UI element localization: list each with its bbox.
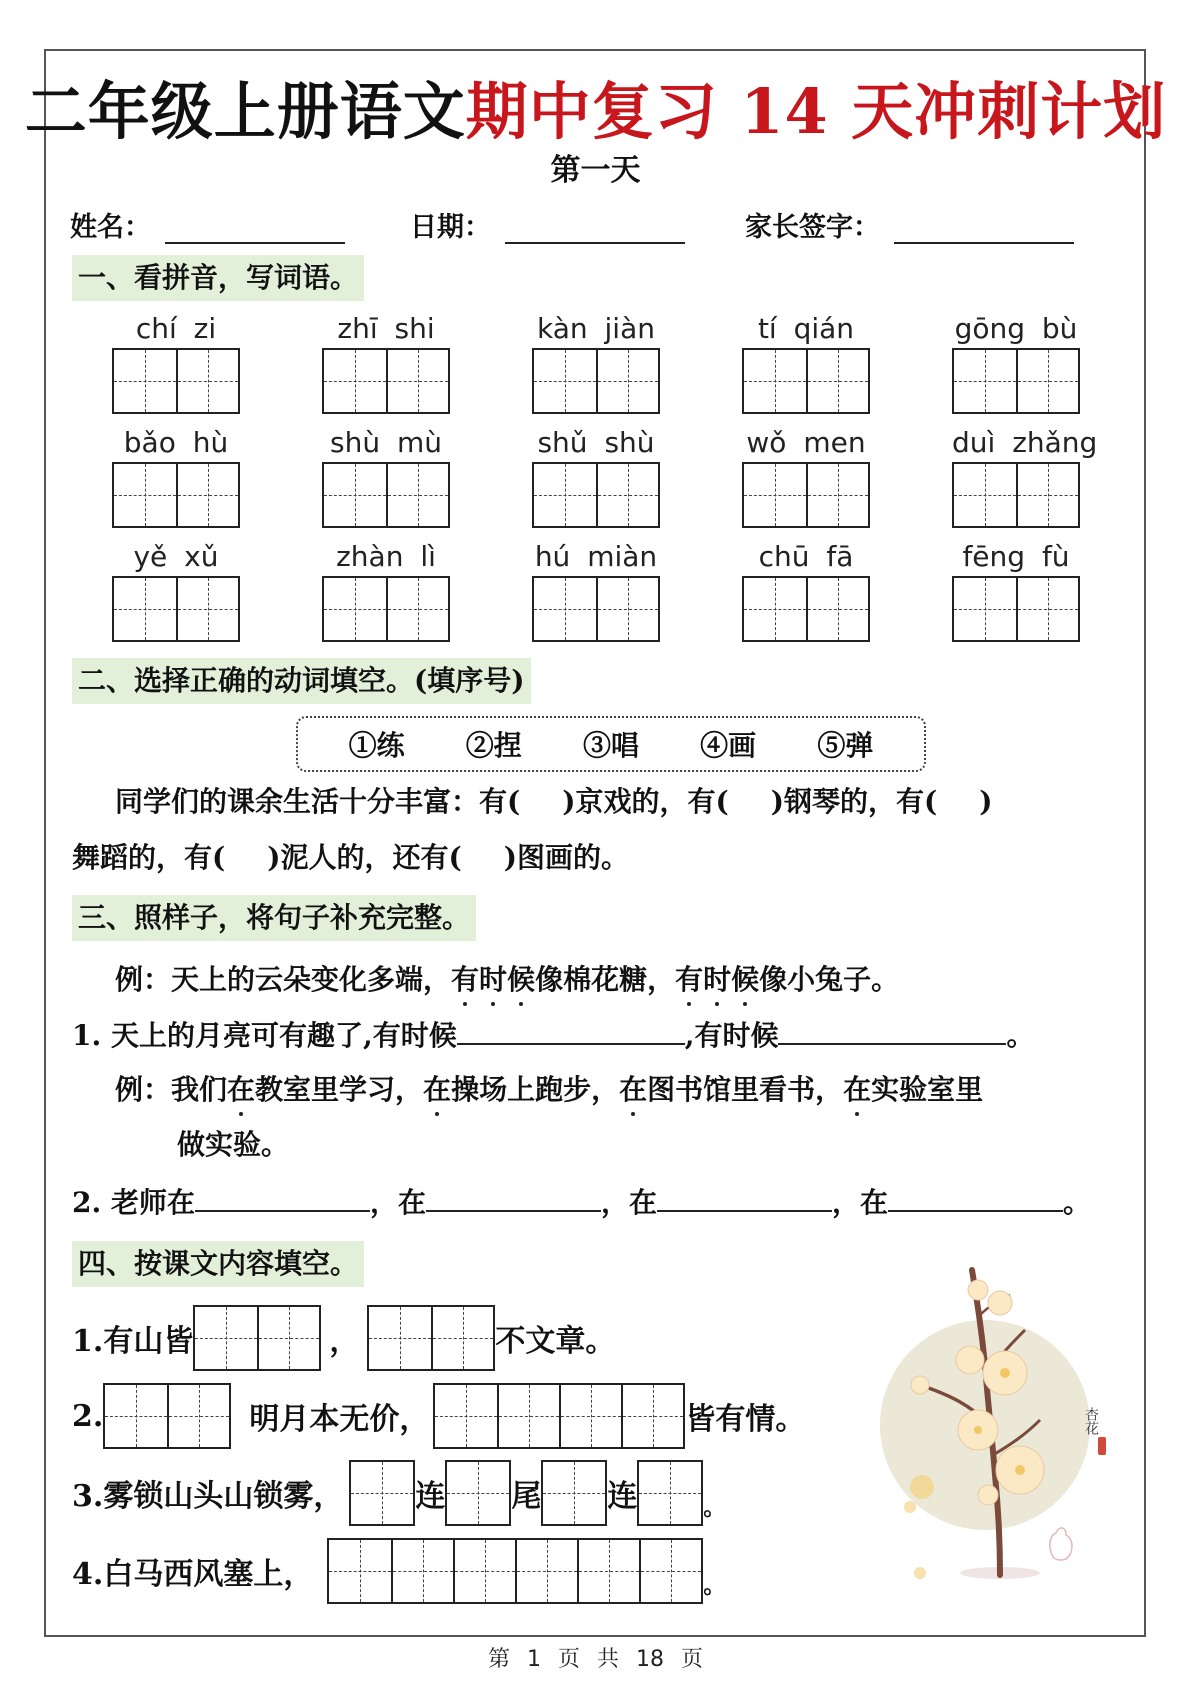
writing-grid[interactable] (742, 462, 870, 528)
pinyin-text: duì zhǎng (952, 426, 1098, 459)
name-label: 姓名： (70, 212, 151, 243)
writing-grid[interactable] (322, 462, 450, 528)
page-title (0, 62, 1191, 151)
option-2: ②捏 (465, 729, 522, 762)
illustration-caption-label: 杏花 (1083, 1407, 1099, 1435)
section-2-sentence-line-2: 舞蹈的，有( )泥人的，还有( )图画的。 (72, 841, 629, 874)
writing-grid[interactable] (193, 1305, 321, 1371)
option-4: ④画 (700, 729, 757, 762)
pinyin-item (952, 424, 1098, 533)
writing-grid[interactable] (637, 1460, 703, 1526)
option-5: ⑤弹 (817, 729, 874, 762)
pinyin-text: wǒ men (746, 426, 866, 459)
pinyin-text: yě xǔ (133, 540, 219, 573)
question-3-1: 1. 天上的月亮可有趣了,有时候 ,有时候 。 (72, 1015, 1035, 1056)
date-label: 日期： (410, 212, 491, 243)
pinyin-text: shǔ shù (537, 426, 655, 459)
emphasis-dotted-text: 在 (423, 1070, 451, 1110)
pinyin-text: chí zi (135, 312, 217, 345)
day-label: 第一天 (550, 153, 641, 188)
writing-grid[interactable] (952, 348, 1080, 414)
writing-grid[interactable] (532, 462, 660, 528)
answer-line[interactable] (657, 1182, 832, 1212)
name-line[interactable] (165, 214, 345, 244)
question-3-2: 2. 老师在 ，在 ，在 ，在 。 (72, 1182, 1091, 1223)
option-3: ③唱 (582, 729, 639, 762)
writing-grid[interactable] (952, 462, 1080, 528)
title-red-part: 期中复习 14 天冲刺计划 (465, 75, 1167, 148)
parent-signature-line[interactable] (894, 214, 1074, 244)
parent-signature-label: 家长签字： (745, 212, 880, 243)
writing-grid[interactable] (742, 348, 870, 414)
pinyin-text: zhī shi (337, 312, 435, 345)
section-2-heading: 二、选择正确的动词填空。(填序号) (72, 658, 531, 704)
section-3-heading: 三、照样子，将句子补充完整。 (72, 895, 476, 941)
emphasis-dotted-text: 有时候 (675, 963, 759, 996)
section-1-heading: 一、看拼音，写词语。 (72, 255, 364, 301)
pinyin-text: fēng fù (962, 540, 1070, 573)
answer-line[interactable] (888, 1182, 1063, 1212)
writing-grid[interactable] (349, 1460, 415, 1526)
pinyin-text: shù mù (329, 426, 442, 459)
pinyin-item (742, 424, 870, 533)
pinyin-text: gōng bù (954, 312, 1078, 345)
pinyin-item (112, 424, 240, 533)
pinyin-item (952, 310, 1080, 419)
pinyin-text: hú miàn (534, 540, 658, 573)
question-4-1: 1.有山皆 ， 不文章。 (72, 1305, 615, 1371)
name-field[interactable] (70, 205, 345, 244)
pinyin-item (532, 310, 660, 419)
pinyin-item (322, 424, 450, 533)
pinyin-text: tí qián (757, 312, 855, 345)
writing-grid[interactable] (541, 1460, 607, 1526)
pinyin-item (112, 310, 240, 419)
example-2: 例：我们在教室里学习，在操场上跑步，在图书馆里看书，在实验室里 (115, 1070, 983, 1110)
pinyin-text: bǎo hù (123, 426, 229, 459)
answer-line[interactable] (778, 1015, 1006, 1045)
pinyin-text: kàn jiàn (537, 312, 655, 345)
question-4-3: 3.雾锁山头山锁雾， 连 尾 连 。 (72, 1460, 725, 1526)
emphasis-dotted-text: 在 (843, 1070, 871, 1110)
pinyin-item (532, 424, 660, 533)
pinyin-text: chū fā (758, 540, 854, 573)
writing-grid[interactable] (112, 576, 240, 642)
parent-signature-field[interactable] (745, 205, 1074, 244)
writing-grid[interactable] (112, 462, 240, 528)
date-field[interactable] (410, 205, 685, 244)
emphasis-dotted-text: 在 (619, 1070, 647, 1110)
writing-grid[interactable] (112, 348, 240, 414)
emphasis-dotted-text: 在 (227, 1070, 255, 1110)
writing-grid[interactable] (322, 348, 450, 414)
option-1: ①练 (348, 729, 405, 762)
pinyin-item (322, 538, 450, 647)
title-black-part: 二年级上册语文 (24, 75, 466, 148)
apricot-blossom-illustration (860, 1255, 1130, 1585)
section-2-sentence-line-1: 同学们的课余生活十分丰富：有( )京戏的，有( )钢琴的，有( ) (115, 785, 993, 818)
answer-line[interactable] (457, 1015, 685, 1045)
writing-grid[interactable] (445, 1460, 511, 1526)
verb-options-box (296, 716, 926, 772)
section-4-heading: 四、按课文内容填空。 (72, 1241, 364, 1287)
pinyin-item (322, 310, 450, 419)
emphasis-dotted-text: 有时候 (451, 963, 535, 996)
pinyin-item (742, 310, 870, 419)
question-4-2: 2. 明月本无价， 皆有情。 (72, 1383, 805, 1449)
question-4-4: 4.白马西风塞上， 。 (72, 1538, 725, 1604)
writing-grid[interactable] (433, 1383, 685, 1449)
pinyin-item (532, 538, 660, 647)
writing-grid[interactable] (952, 576, 1080, 642)
writing-grid[interactable] (367, 1305, 495, 1371)
writing-grid[interactable] (103, 1383, 231, 1449)
date-line[interactable] (505, 214, 685, 244)
pinyin-item (742, 538, 870, 647)
pinyin-item (952, 538, 1080, 647)
writing-grid[interactable] (322, 576, 450, 642)
pinyin-item (112, 538, 240, 647)
writing-grid[interactable] (742, 576, 870, 642)
writing-grid[interactable] (327, 1538, 703, 1604)
example-1: 例：天上的云朵变化多端，有时候像棉花糖，有时候像小兔子。 (115, 960, 899, 1000)
writing-grid[interactable] (532, 576, 660, 642)
page-number: 第 1 页 共 18 页 (488, 1647, 703, 1672)
answer-line[interactable] (426, 1182, 601, 1212)
writing-grid[interactable] (532, 348, 660, 414)
pinyin-text: zhàn lì (336, 540, 436, 573)
example-2-continued: 做实验。 (177, 1128, 290, 1161)
answer-line[interactable] (195, 1182, 370, 1212)
